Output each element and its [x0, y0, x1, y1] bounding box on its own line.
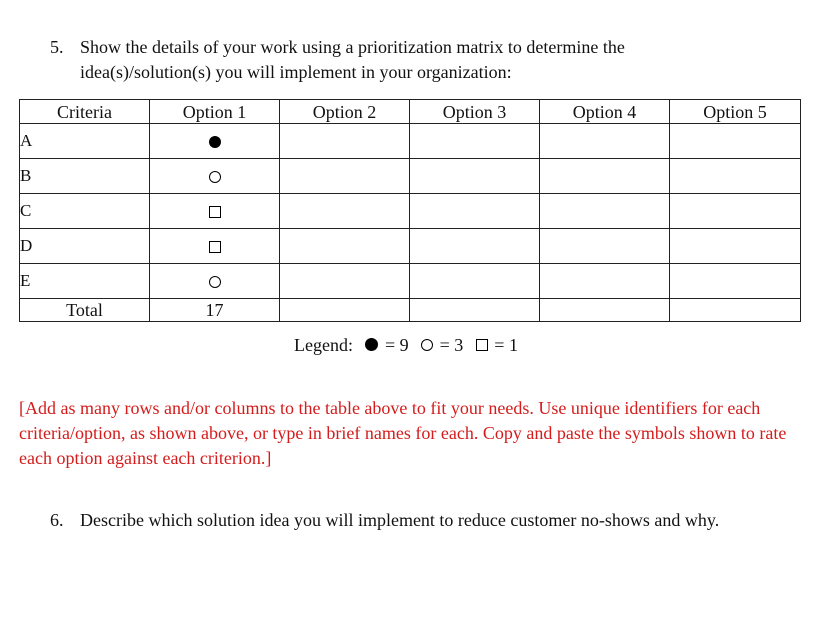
rating-cell[interactable]	[670, 229, 801, 264]
header-option-5: Option 5	[670, 100, 801, 124]
criterion-label: D	[20, 229, 150, 264]
question-5-number: 5.	[50, 37, 64, 57]
rating-cell[interactable]	[540, 264, 670, 299]
filled-circle-icon	[209, 136, 221, 148]
matrix-header-row	[20, 100, 801, 124]
prioritization-matrix	[19, 99, 801, 322]
criterion-label: C	[20, 194, 150, 229]
total-cell[interactable]	[540, 299, 670, 322]
open-square-icon	[209, 206, 221, 218]
header-option-3: Option 3	[410, 100, 540, 124]
rating-cell[interactable]	[410, 159, 540, 194]
open-square-icon	[209, 241, 221, 253]
rating-cell[interactable]	[670, 264, 801, 299]
total-row	[20, 299, 801, 322]
legend	[294, 333, 518, 357]
rating-cell[interactable]	[410, 124, 540, 159]
instruction-note: [Add as many rows and/or columns to the table above to fit your needs. Use unique identifiers for each criteria/option, as shown above, or type in brief names for each. Copy and paste the symbols shown to rate each option against each criterion.]	[19, 398, 787, 468]
rating-cell[interactable]	[670, 159, 801, 194]
table-row	[20, 264, 801, 299]
open-square-icon	[476, 339, 488, 351]
rating-cell[interactable]	[280, 194, 410, 229]
rating-cell[interactable]	[150, 194, 280, 229]
table-row	[20, 194, 801, 229]
rating-cell[interactable]	[670, 194, 801, 229]
open-circle-icon	[421, 339, 433, 351]
rating-cell[interactable]	[280, 229, 410, 264]
rating-cell[interactable]	[540, 229, 670, 264]
rating-cell[interactable]	[280, 159, 410, 194]
rating-cell[interactable]	[150, 124, 280, 159]
table-row	[20, 159, 801, 194]
question-6-text: Describe which solution idea you will implement to reduce customer no-shows and why.	[80, 510, 720, 530]
open-circle-icon	[209, 276, 221, 288]
rating-cell[interactable]	[150, 264, 280, 299]
header-option-1: Option 1	[150, 100, 280, 124]
open-circle-icon	[209, 171, 221, 183]
rating-cell[interactable]	[280, 264, 410, 299]
header-criteria: Criteria	[20, 100, 150, 124]
table-row	[20, 229, 801, 264]
header-option-4: Option 4	[540, 100, 670, 124]
question-5-text: Show the details of your work using a prioritization matrix to determine the idea(s)/solution(s) you will implement in your organization:	[80, 37, 625, 82]
criterion-label: A	[20, 124, 150, 159]
legend-open-square-value: = 1	[494, 335, 518, 355]
legend-label: Legend:	[294, 335, 353, 355]
criterion-label: B	[20, 159, 150, 194]
rating-cell[interactable]	[540, 124, 670, 159]
rating-cell[interactable]	[670, 124, 801, 159]
legend-filled-value: = 9	[384, 335, 409, 355]
legend-open-circle-value: = 3	[439, 335, 464, 355]
rating-cell[interactable]	[410, 194, 540, 229]
rating-cell[interactable]	[540, 159, 670, 194]
total-option-1: 17	[150, 299, 280, 322]
total-cell[interactable]	[410, 299, 540, 322]
rating-cell[interactable]	[540, 194, 670, 229]
question-6-number: 6.	[50, 510, 64, 530]
rating-cell[interactable]	[150, 159, 280, 194]
rating-cell[interactable]	[410, 264, 540, 299]
rating-cell[interactable]	[150, 229, 280, 264]
table-row	[20, 124, 801, 159]
total-cell[interactable]	[280, 299, 410, 322]
rating-cell[interactable]	[280, 124, 410, 159]
criterion-label: E	[20, 264, 150, 299]
filled-circle-icon	[365, 338, 378, 351]
header-option-2: Option 2	[280, 100, 410, 124]
rating-cell[interactable]	[410, 229, 540, 264]
total-cell[interactable]	[670, 299, 801, 322]
total-label: Total	[20, 299, 150, 322]
